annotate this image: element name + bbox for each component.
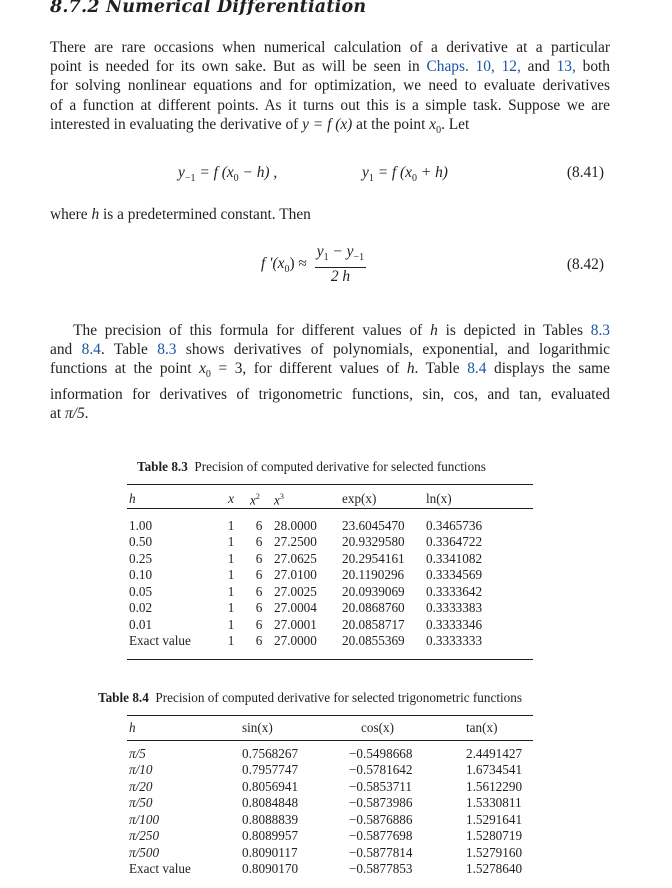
table-row <box>129 584 485 601</box>
table-cell: 28.0000 <box>274 517 317 533</box>
table-cell: 23.6045470 <box>342 517 405 533</box>
table-cell: 0.3333642 <box>426 583 483 599</box>
table-cell: 1.00 <box>129 517 153 533</box>
table-8-3 <box>129 487 485 650</box>
table-cell: 27.2500 <box>274 534 317 550</box>
table-row <box>129 551 485 568</box>
table-cell: 0.3341082 <box>426 550 483 566</box>
section-number: 8.7.2 <box>50 0 100 17</box>
table-cell: 2.4491427 <box>466 745 523 761</box>
table-8-4 <box>129 718 546 878</box>
table-cell: 6 <box>255 550 263 566</box>
table-cell: 0.8090170 <box>242 861 299 876</box>
table-cell: −0.5853711 <box>349 778 412 794</box>
table-cell: 0.50 <box>129 534 153 550</box>
text-line: where h is a predetermined constant. Then <box>50 206 311 223</box>
table-8-3-caption: Table 8.3 Precision of computed derivative for selected functions <box>137 459 486 474</box>
table-cell: 0.02 <box>129 600 153 616</box>
table-rule <box>127 484 533 485</box>
equation-number: (8.42) <box>566 256 604 273</box>
column-header: sin(x) <box>242 720 273 735</box>
table-cell: π/50 <box>129 795 153 810</box>
table-cell: −0.5873986 <box>349 795 413 810</box>
table-cell: 27.0625 <box>274 550 317 566</box>
section-heading <box>50 0 366 17</box>
table-cell: 6 <box>255 567 263 583</box>
table-label: Table 8.4 <box>98 690 149 705</box>
equation-8-42: f $'(x_0)$ ≈ $\frac{y_1 - y_{-1}}{2 h}$ <box>261 243 365 286</box>
table-link[interactable]: 8.4 <box>467 360 487 378</box>
table-8-4-caption: Table 8.4 Precision of computed derivative for selected trigonometric functions <box>98 690 522 705</box>
table-cell: 6 <box>255 583 263 599</box>
table-cell: 1.5291641 <box>466 811 523 827</box>
paragraph-precision <box>50 321 610 423</box>
table-label: Table 8.3 <box>137 459 188 474</box>
table-cell: 0.3465736 <box>426 517 483 533</box>
chapter-link[interactable]: 13, <box>556 58 576 76</box>
column-header: exp(x) <box>342 490 377 506</box>
table-row <box>129 828 546 845</box>
column-header: $x^2$ <box>250 492 260 508</box>
table-cell: 0.8089957 <box>242 828 299 843</box>
column-header: h <box>129 720 136 735</box>
table-cell: 0.8090117 <box>242 844 298 860</box>
section-title: Numerical Differentiation <box>106 0 367 17</box>
table-header-row <box>129 718 546 738</box>
table-cell: 0.8088839 <box>242 811 299 827</box>
text-line: There are rare occasions when numerical calculation of a derivative at a particular <box>50 39 610 56</box>
table-cell: 20.0868760 <box>342 600 405 616</box>
table-row <box>129 861 546 878</box>
table-cell: 0.05 <box>129 583 153 599</box>
column-header: cos(x) <box>361 720 394 735</box>
text-line: at π/5. <box>50 404 89 422</box>
table-cell: 0.8056941 <box>242 778 299 794</box>
table-cell: 1 <box>227 633 235 649</box>
table-cell: 0.8084848 <box>242 795 299 810</box>
table-cell: 20.2954161 <box>342 550 405 566</box>
table-cell: 0.25 <box>129 550 153 566</box>
text-line: point is needed for its own sake. But as will be seen in Chaps. 10, 12, and 13, both <box>50 58 610 76</box>
table-cell: π/20 <box>129 778 153 794</box>
table-link[interactable]: 8.3 <box>590 322 610 339</box>
table-cell: −0.5877853 <box>349 861 413 876</box>
table-cell: −0.5877814 <box>349 844 413 860</box>
table-cell: 0.3364722 <box>426 534 483 550</box>
table-cell: 1.5278640 <box>466 861 523 876</box>
table-cell: 20.9329580 <box>342 534 405 550</box>
table-cell: 1 <box>227 567 235 583</box>
table-cell: 0.3333383 <box>426 600 483 616</box>
table-cell: 27.0000 <box>274 633 317 649</box>
table-cell: −0.5781642 <box>349 762 413 777</box>
table-cell: 0.3334569 <box>426 567 483 583</box>
table-cell: 1 <box>227 534 235 550</box>
text-line: information for derivatives of trigonometric functions, sin, cos, and tan, evaluated <box>50 385 610 403</box>
table-cell: 6 <box>255 517 263 533</box>
table-link[interactable]: 8.4 <box>81 341 101 359</box>
table-cell: −0.5877698 <box>349 828 413 843</box>
table-cell: 20.0855369 <box>342 633 405 649</box>
table-cell: Exact value <box>129 633 191 649</box>
table-cell: 27.0004 <box>274 600 317 616</box>
table-cell: 0.10 <box>129 567 153 583</box>
paragraph-intro <box>50 38 610 140</box>
table-cell: 27.0001 <box>274 616 317 632</box>
column-header: x <box>228 490 234 506</box>
table-cell: π/100 <box>129 811 160 827</box>
table-row <box>129 534 485 551</box>
table-cell: 6 <box>255 534 263 550</box>
table-cell: 1.5279160 <box>466 844 523 860</box>
table-cell: π/500 <box>129 844 160 860</box>
table-row <box>129 845 546 862</box>
table-row <box>129 633 485 650</box>
table-cell: Exact value <box>129 861 191 876</box>
text-line: of a function at different points. As it turns out this is a simple task. Suppose we are <box>50 96 610 114</box>
table-cell: −0.5876886 <box>349 811 413 827</box>
table-header-row <box>129 487 485 510</box>
table-cell: 6 <box>255 616 263 632</box>
table-row <box>129 617 485 634</box>
table-cell: 6 <box>255 600 263 616</box>
table-cell: 1 <box>227 550 235 566</box>
table-cell: 27.0100 <box>274 567 317 583</box>
table-cell: 0.3333333 <box>426 633 483 649</box>
table-row <box>129 567 485 584</box>
table-cell: 1 <box>227 616 235 632</box>
table-row <box>129 762 546 779</box>
fraction: $\frac{y_1 - y_{-1}}{2 h}$ <box>316 243 365 286</box>
table-cell: 1 <box>227 600 235 616</box>
column-header: tan(x) <box>466 720 498 735</box>
table-cell: 1.5612290 <box>466 778 523 794</box>
table-cell: 0.01 <box>129 616 153 632</box>
table-cell: 27.0025 <box>274 583 317 599</box>
text-line: for solving nonlinear equations and for optimization, we need to evaluate derivatives <box>50 77 610 95</box>
table-cell: π/10 <box>129 762 153 777</box>
column-header: $x^3$ <box>274 492 284 508</box>
table-cell: 1.6734541 <box>466 762 523 777</box>
table-cell: 1.5280719 <box>466 828 523 843</box>
text-line: and 8.4. Table 8.3 shows derivatives of polynomials, exponential, and logarithmic <box>50 341 610 359</box>
equation-8-41-left: $y_{-1} = f$ $(x_0 - h)$ , <box>178 164 278 185</box>
table-cell: 0.3333346 <box>426 616 483 632</box>
text-line: functions at the point $x_0 = 3$, for different values of h. Table 8.4 displays the same <box>50 360 610 381</box>
table-row <box>129 812 546 829</box>
table-row <box>129 738 546 762</box>
text-line: The precision of this formula for different values of h is depicted in Tables 8.3 <box>73 322 610 339</box>
table-row <box>129 779 546 796</box>
table-cell: 20.0858717 <box>342 616 405 632</box>
table-cell: 0.7568267 <box>242 745 299 761</box>
table-row <box>129 795 546 812</box>
table-cell: π/250 <box>129 828 160 843</box>
equation-number: (8.41) <box>566 164 604 181</box>
table-cell: 1 <box>227 583 235 599</box>
column-header: h <box>129 490 136 506</box>
paragraph-then <box>50 205 610 224</box>
table-cell: π/5 <box>129 745 146 761</box>
table-cell: 1 <box>227 517 235 533</box>
column-header: ln(x) <box>426 490 452 506</box>
table-rule <box>127 715 533 716</box>
table-cell: 1.5330811 <box>466 795 522 810</box>
table-cell: 0.7957747 <box>242 762 299 777</box>
table-row <box>129 510 485 534</box>
table-rule <box>127 659 533 660</box>
table-cell: 20.0939069 <box>342 583 405 599</box>
chapter-link[interactable]: Chaps. 10, 12, <box>426 58 521 76</box>
table-link[interactable]: 8.3 <box>157 341 177 359</box>
table-cell: 20.1190296 <box>342 567 405 583</box>
equation-8-41-right: $y_1 = f$ $(x_0 + h)$ <box>362 164 448 185</box>
text-line: interested in evaluating the derivative of y = f (x) at the point $x_0$. Let <box>50 115 470 136</box>
table-row <box>129 600 485 617</box>
table-cell: 6 <box>255 633 263 649</box>
table-cell: −0.5498668 <box>349 745 413 761</box>
